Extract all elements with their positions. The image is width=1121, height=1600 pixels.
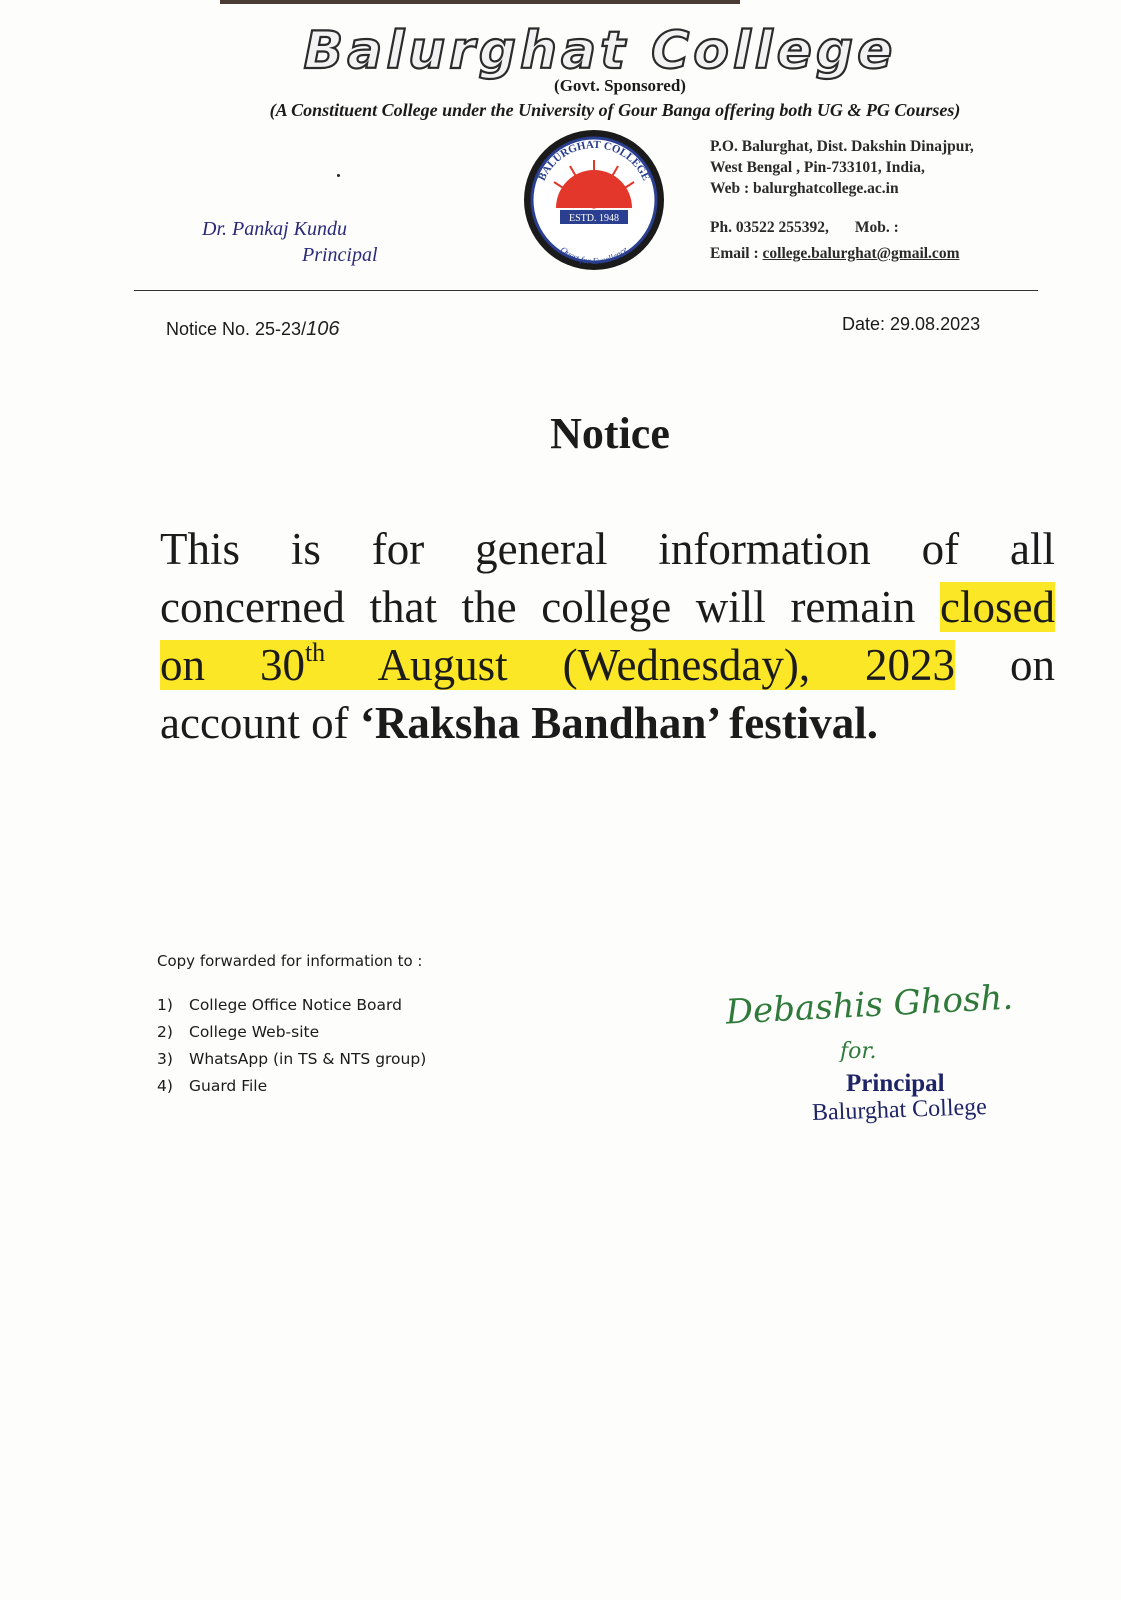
notice-date: Date: 29.08.2023	[842, 314, 981, 334]
festival-name: ‘Raksha Bandhan’	[359, 698, 718, 748]
address-line-1: P.O. Balurghat, Dist. Dakshin Dinajpur,	[710, 138, 974, 155]
college-name-text: Balurghat College	[303, 21, 897, 81]
body-line-4	[160, 694, 1055, 752]
body-line-4-end: festival.	[718, 698, 878, 748]
seal-motto-text: Quest for Excellence	[558, 244, 630, 267]
constituent-college-line: (A Constituent College under the University of Gour Banga offering both UG & PG Courses)	[269, 100, 961, 120]
list-item-number: 2)	[157, 1023, 173, 1041]
list-item-number: 4)	[157, 1077, 173, 1095]
estd-text: ESTD. 1948	[569, 213, 619, 224]
stamp-principal: Principal	[846, 1070, 945, 1097]
date-day: on 30	[160, 640, 305, 690]
notice-title: Notice	[550, 409, 670, 458]
signature-name: Debashis Ghosh.	[724, 977, 1015, 1033]
notice-number	[166, 318, 339, 341]
date-suffix: th	[304, 638, 326, 667]
body-line-3-end: on	[955, 640, 1056, 690]
seal-arc-text: BALURGHAT COLLEGE	[535, 138, 653, 183]
college-name-logo	[200, 14, 1000, 84]
principal-role: Principal	[302, 244, 378, 266]
college-seal-logo	[514, 130, 674, 270]
header-divider	[134, 290, 1038, 291]
notice-body	[160, 520, 1055, 752]
body-line-4-text: account of	[160, 698, 360, 748]
body-line-1: This is for general information of all	[160, 524, 1055, 574]
list-item-text: College Office Notice Board	[189, 996, 402, 1014]
decorative-dot	[337, 174, 340, 177]
list-item	[157, 1077, 426, 1104]
email-link[interactable]: college.balurghat@gmail.com	[762, 245, 960, 262]
list-item-text: College Web-site	[189, 1023, 320, 1041]
copy-forwarded-list	[157, 996, 426, 1104]
stamp-college: Balurghat College	[811, 1093, 988, 1127]
list-item-number: 1)	[157, 996, 173, 1014]
highlight-date	[160, 640, 955, 690]
list-item-text: WhatsApp (in TS & NTS group)	[189, 1050, 427, 1068]
highlight-closed: closed	[940, 582, 1055, 632]
phone-line	[710, 219, 899, 237]
list-item-text: Guard File	[189, 1077, 268, 1095]
copy-forwarded-title: Copy forwarded for information to :	[157, 952, 423, 970]
list-item	[157, 1023, 426, 1050]
list-item	[157, 996, 426, 1023]
body-line-2-text: concerned that the college will remain	[160, 582, 941, 632]
mobile-label: Mob. :	[854, 219, 899, 236]
phone-number: Ph. 03522 255392,	[710, 219, 829, 236]
email-line	[710, 245, 959, 263]
signature-for: for.	[840, 1039, 877, 1062]
list-item	[157, 1050, 426, 1077]
handwritten-signature	[722, 972, 1042, 1062]
notice-number-prefix: Notice No. 25-23/	[166, 319, 307, 339]
principal-name: Dr. Pankaj Kundu	[202, 218, 347, 240]
address-line-2: West Bengal , Pin-733101, India,	[710, 159, 925, 176]
website-line: Web : balurghatcollege.ac.in	[710, 180, 899, 197]
notice-number-handwritten: 106	[306, 318, 340, 340]
govt-sponsored-label: (Govt. Sponsored)	[554, 76, 686, 95]
body-line-3	[160, 636, 1055, 694]
date-rest: August (Wednesday), 2023	[325, 640, 956, 690]
body-line-2	[160, 578, 1055, 636]
email-label: Email :	[710, 245, 763, 262]
top-edge-strip	[220, 0, 740, 4]
list-item-number: 3)	[157, 1050, 173, 1068]
